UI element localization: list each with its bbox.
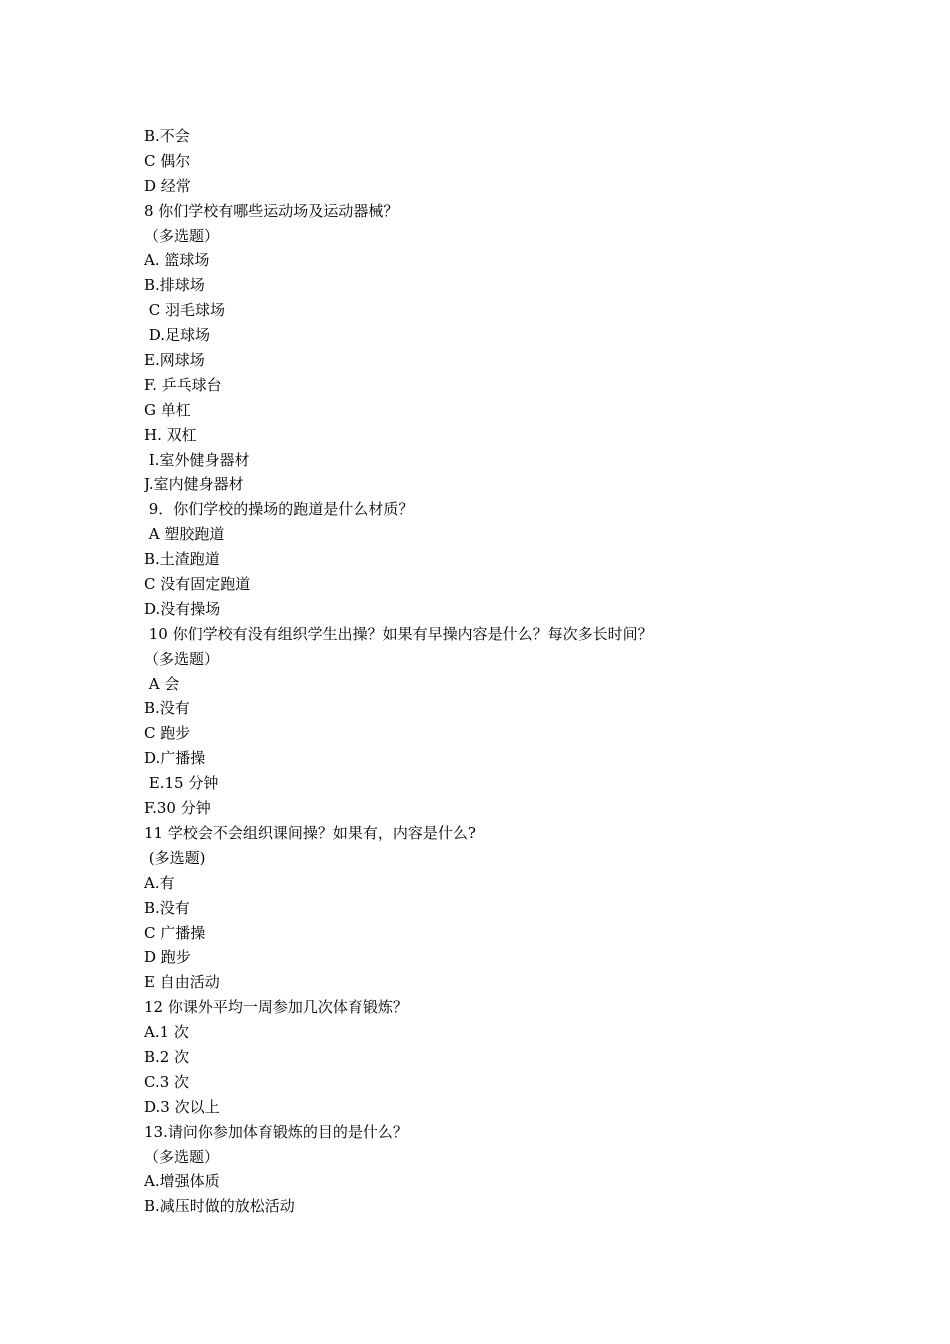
text-line: C 没有固定跑道 <box>144 575 251 594</box>
text-line: F. 乒乓球台 <box>144 375 222 394</box>
text-line: A. 篮球场 <box>144 251 210 270</box>
text-line: A.有 <box>144 873 175 892</box>
text-line: （多选题） <box>144 1147 220 1166</box>
text-line: E.15 分钟 <box>144 774 219 793</box>
text-line: B.排球场 <box>144 276 205 295</box>
text-line: D.足球场 <box>144 326 211 345</box>
text-line: B.土渣跑道 <box>144 550 220 569</box>
text-line: 8 你们学校有哪些运动场及运动器械？ <box>144 201 399 220</box>
text-line: B.不会 <box>144 127 190 145</box>
text-line: B.没有 <box>144 699 190 718</box>
text-line: G 单杠 <box>144 400 191 419</box>
text-line: C 偶尔 <box>144 151 191 170</box>
text-line: A 塑胶跑道 <box>144 525 225 544</box>
text-line: 10 你们学校有没有组织学生出操？如果有早操内容是什么？每次多长时间？ <box>144 624 653 643</box>
text-line: D 经常 <box>144 176 191 195</box>
text-line: 9．你们学校的操场的跑道是什么材质？ <box>144 500 414 519</box>
text-line: A 会 <box>144 674 180 693</box>
text-line: B.没有 <box>144 898 190 917</box>
text-line: E 自由活动 <box>144 973 220 992</box>
text-line: J.室内健身器材 <box>144 475 244 494</box>
text-line: （多选题） <box>144 649 220 668</box>
text-line: （多选题） <box>144 226 220 245</box>
text-line: C 跑步 <box>144 724 191 743</box>
text-line: 11 学校会不会组织课间操？如果有，内容是什么? <box>144 823 476 842</box>
text-line: B.2 次 <box>144 1047 190 1066</box>
text-line: (多选题) <box>144 848 206 867</box>
text-line: B.减压时做的放松活动 <box>144 1197 295 1216</box>
text-line: D.没有操场 <box>144 599 221 618</box>
text-line: F.30 分钟 <box>144 799 211 818</box>
text-line: D 跑步 <box>144 948 191 967</box>
text-line: H. 双杠 <box>144 425 197 444</box>
text-line: 12 你课外平均一周参加几次体育锻炼？ <box>144 998 408 1017</box>
text-line: C 广播操 <box>144 923 206 942</box>
text-line: C 羽毛球场 <box>144 301 226 320</box>
text-line: D.广播操 <box>144 749 206 768</box>
text-line: C.3 次 <box>144 1072 190 1091</box>
text-line: 13.请问你参加体育锻炼的目的是什么？ <box>144 1122 408 1141</box>
text-line: A.1 次 <box>144 1023 189 1042</box>
text-line: D.3 次以上 <box>144 1097 220 1116</box>
text-line: E.网球场 <box>144 351 205 370</box>
text-line: A.增强体质 <box>144 1172 220 1191</box>
text-line: I.室外健身器材 <box>144 450 250 469</box>
survey-text <box>144 124 824 1219</box>
